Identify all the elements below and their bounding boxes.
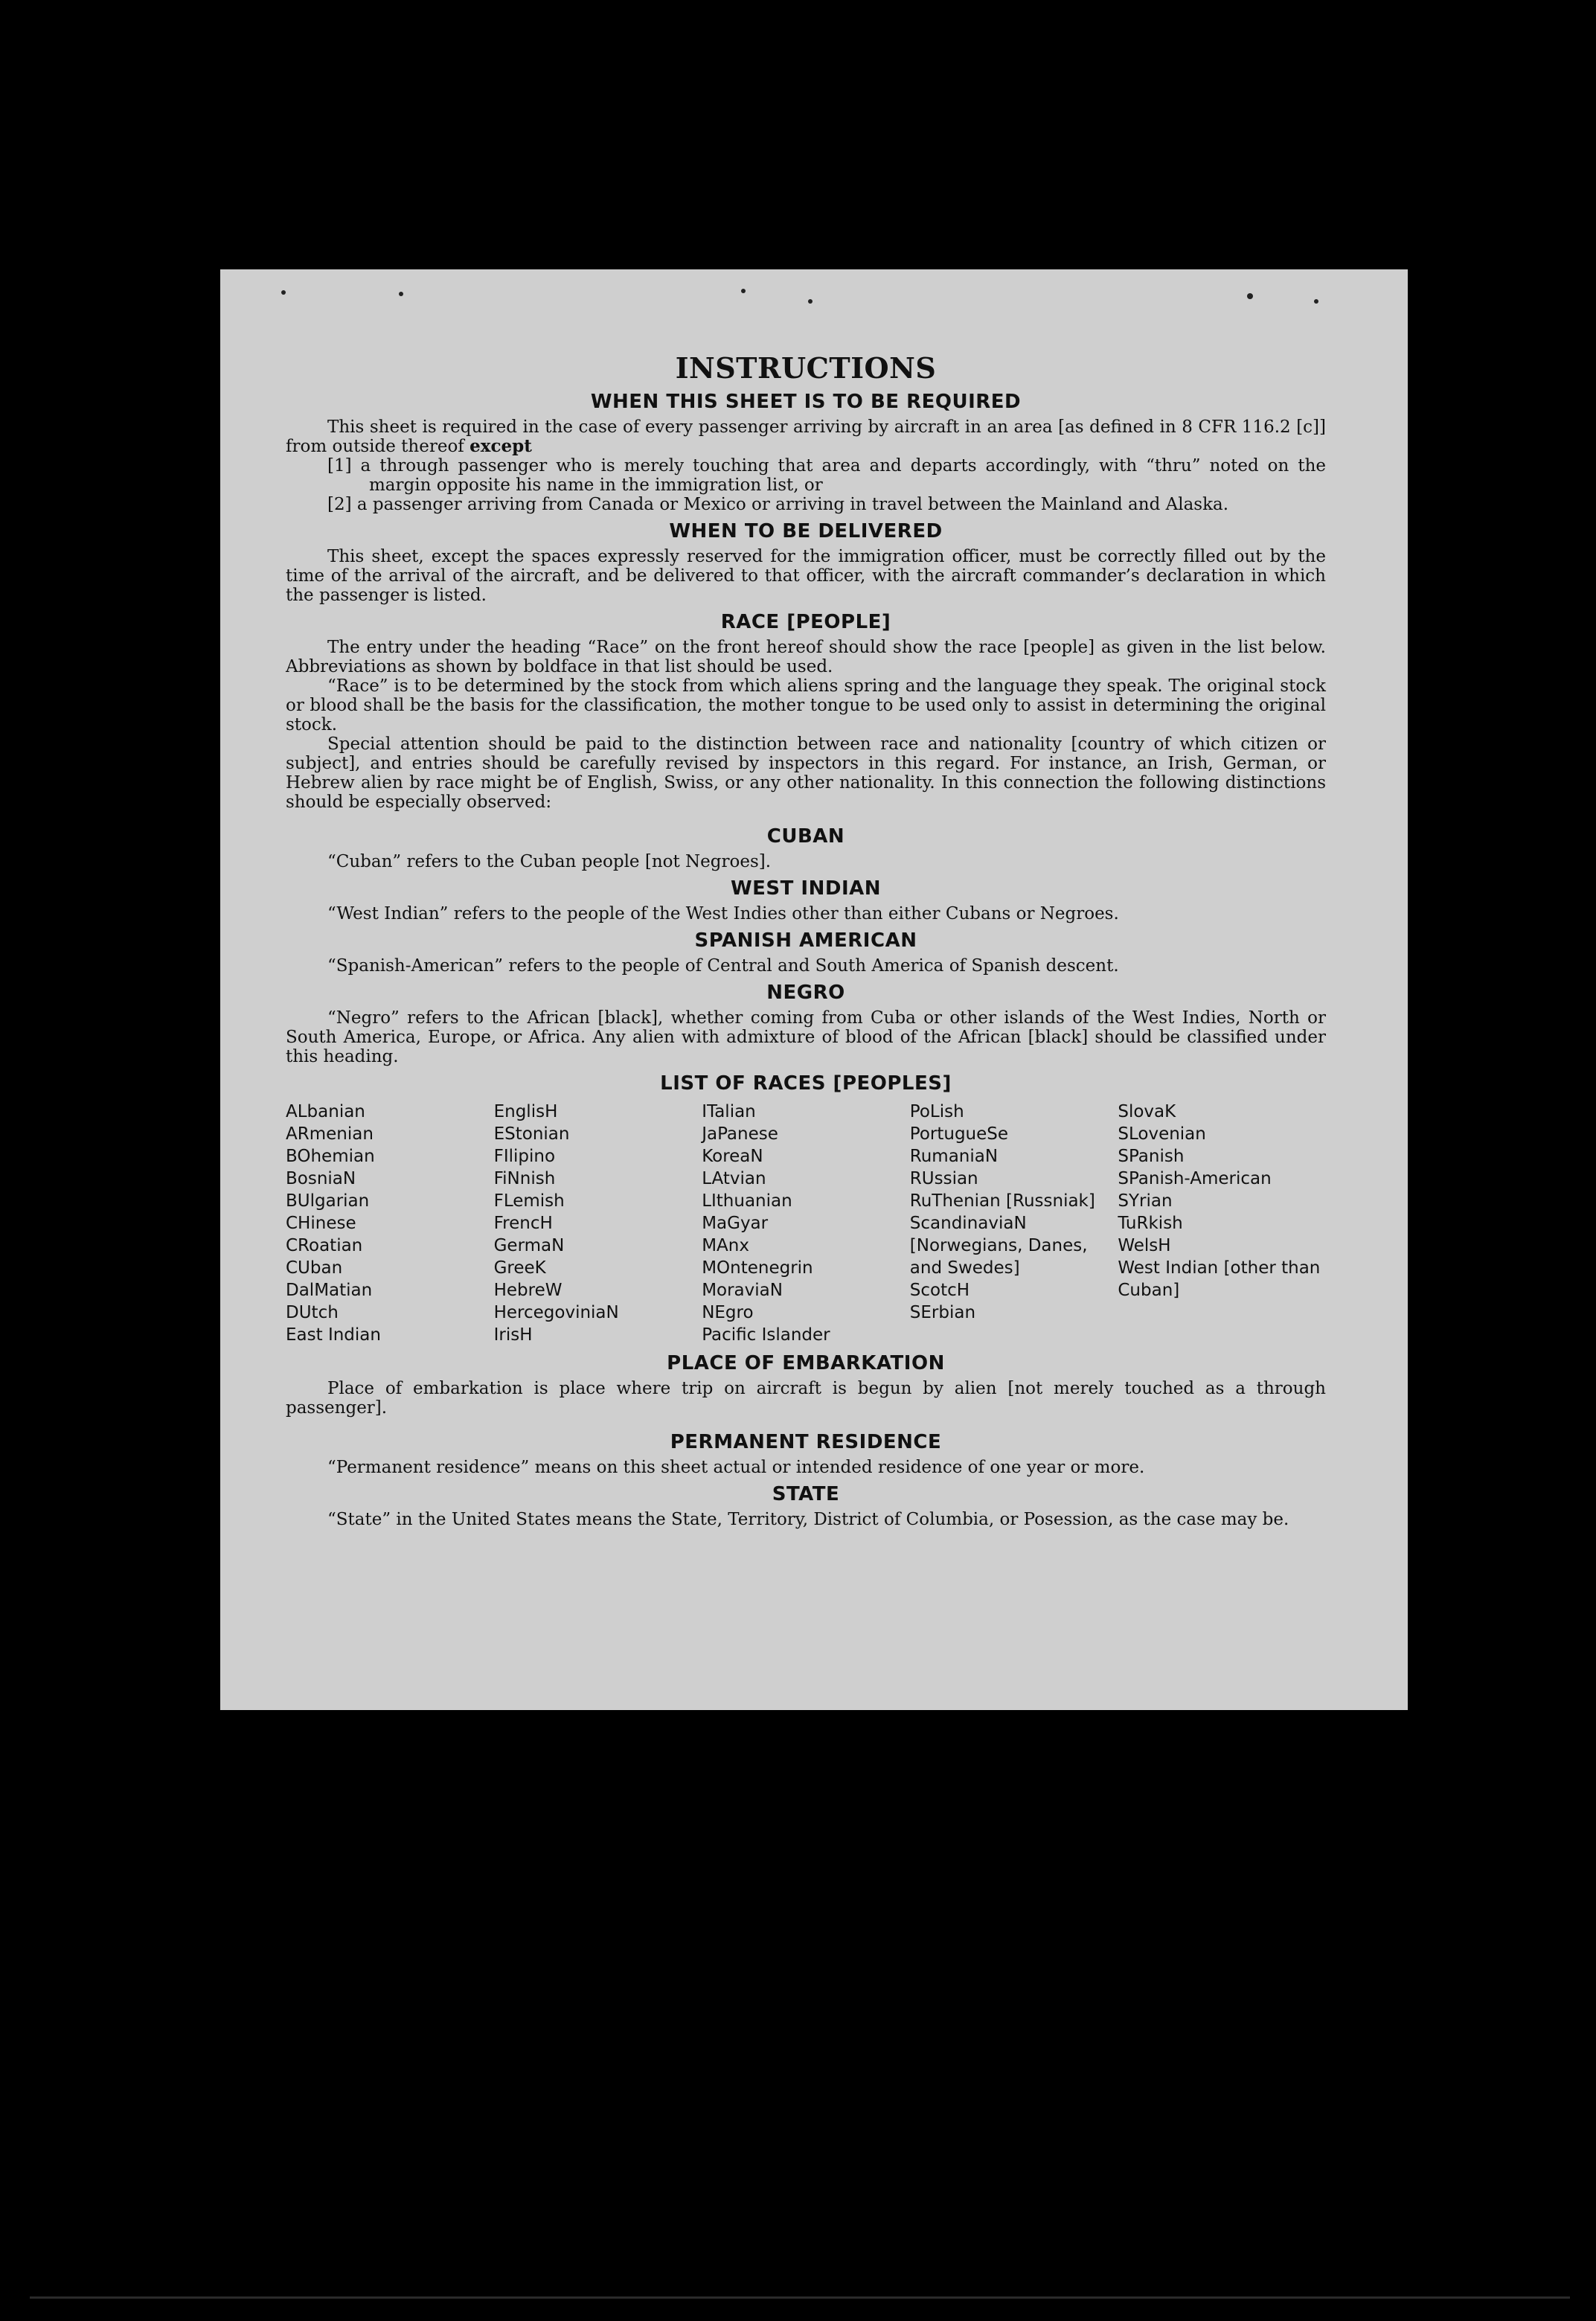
race-item: FrencH <box>493 1214 553 1233</box>
speck-mark <box>1314 299 1318 304</box>
race-item: DalMatian <box>286 1281 373 1300</box>
race-item: Pacific Islander <box>702 1325 830 1345</box>
heading-list-of-races: LIST OF RACES [PEOPLES] <box>660 1072 952 1095</box>
race-item: BOhemian <box>286 1147 375 1166</box>
except-keyword: except <box>469 436 532 456</box>
race-item: SPanish-American <box>1118 1169 1272 1188</box>
race-paragraph-3: Special attention should be paid to the distinction between race and nationality [country of which citizen or subject], and entries should be carefully revised by inspectors in this regard. For instance, an Irish, German, or Hebrew alien by race might be of English, Swiss, or any other nationality. In this connection the following distinctions should be especially observed: <box>286 734 1326 812</box>
speck-mark <box>399 292 403 296</box>
race-item: PortugueSe <box>909 1124 1009 1144</box>
heading-negro: NEGRO <box>766 982 845 1004</box>
document-title: INSTRUCTIONS <box>675 351 937 385</box>
race-paragraph-2: “Race” is to be determined by the stock from which aliens spring and the language they speak. The original stock or blood shall be the basis for the classification, the mother tongue to be used only to assist in determining the original stock. <box>286 676 1326 734</box>
heading-when-delivered: WHEN TO BE DELIVERED <box>669 520 943 542</box>
race-paragraph-1: The entry under the heading “Race” on the front hereof should show the race [people] as given in the list below. Abbreviations as shown by boldface in that list should be used. <box>286 638 1326 676</box>
race-item: FLemish <box>493 1191 565 1211</box>
race-item: LAtvian <box>702 1169 766 1188</box>
speck-mark <box>808 299 813 304</box>
speck-mark <box>281 290 286 295</box>
races-list <box>286 1101 1326 1346</box>
race-item: TuRkish <box>1118 1214 1183 1233</box>
race-item: FiNnish <box>493 1169 556 1188</box>
required-text: This sheet is required in the case of every passenger arriving by aircraft in an area [as defined in 8 CFR 116.2 [c]] from outside thereof <box>286 417 1326 456</box>
race-item: SLovenian <box>1118 1124 1206 1144</box>
residence-paragraph: “Permanent residence” means on this sheet actual or intended residence of one year or more. <box>327 1458 1145 1477</box>
race-item: IrisH <box>493 1325 533 1345</box>
race-item: NEgro <box>702 1303 754 1322</box>
race-item: East Indian <box>286 1325 381 1345</box>
heading-cuban: CUBAN <box>766 825 845 848</box>
race-item: ITalian <box>702 1102 756 1121</box>
race-item: GreeK <box>493 1258 546 1278</box>
race-item: MAnx <box>702 1236 749 1255</box>
race-item: West Indian [other than Cuban] <box>1118 1258 1321 1300</box>
races-column-1 <box>286 1101 494 1346</box>
race-item: BosniaN <box>286 1169 356 1188</box>
cuban-paragraph: “Cuban” refers to the Cuban people [not Negroes]. <box>327 852 772 871</box>
document-sheet <box>220 269 1408 1710</box>
race-item: WelsH <box>1118 1236 1171 1255</box>
embarkation-paragraph: Place of embarkation is place where trip on aircraft is begun by alien [not merely touched as a through passenger]. <box>286 1379 1326 1418</box>
scan-edge-line <box>30 2296 1570 2299</box>
heading-when-required: WHEN THIS SHEET IS TO BE REQUIRED <box>590 391 1022 413</box>
race-item: RUssian <box>909 1169 978 1188</box>
race-item: GermaN <box>493 1236 565 1255</box>
race-item: SErbian <box>909 1303 976 1322</box>
race-item: JaPanese <box>702 1124 778 1144</box>
spanish-american-paragraph: “Spanish-American” refers to the people of Central and South America of Spanish descent. <box>327 956 1119 976</box>
race-item: ARmenian <box>286 1124 374 1144</box>
race-item: LIthuanian <box>702 1191 792 1211</box>
race-item: FIlipino <box>493 1147 556 1166</box>
race-item: CRoatian <box>286 1236 363 1255</box>
race-item: MaGyar <box>702 1214 769 1233</box>
race-item: BUlgarian <box>286 1191 370 1211</box>
speck-mark <box>741 289 746 293</box>
race-item: PoLish <box>909 1102 964 1121</box>
heading-spanish-american: SPANISH AMERICAN <box>694 929 917 952</box>
races-column-3 <box>702 1101 910 1346</box>
state-paragraph: “State” in the United States means the State, Territory, District of Columbia, or Posession, as the case may be. <box>327 1510 1289 1529</box>
negro-paragraph: “Negro” refers to the African [black], whether coming from Cuba or other islands of the West Indies, North or South America, Europe, or Africa. Any alien with admixture of blood of the African [black] should be classified under this heading. <box>286 1008 1326 1066</box>
race-item: CHinese <box>286 1214 356 1233</box>
west-indian-paragraph: “West Indian” refers to the people of the West Indies other than either Cubans or Negroes. <box>327 904 1119 923</box>
speck-mark <box>1247 293 1253 299</box>
race-item: MoraviaN <box>702 1281 783 1300</box>
heading-embarkation: PLACE OF EMBARKATION <box>667 1352 945 1374</box>
race-item: SYrian <box>1118 1191 1173 1211</box>
race-item: CUban <box>286 1258 343 1278</box>
delivered-paragraph: This sheet, except the spaces expressly reserved for the immigration officer, must be correctly filled out by the time of the arrival of the aircraft, and be delivered to that officer, with the aircraft commander’s declaration in which the passenger is listed. <box>286 547 1326 605</box>
race-item: RumaniaN <box>909 1147 999 1166</box>
race-item: EnglisH <box>493 1102 558 1121</box>
race-item: ScandinaviaN [Norwegians, Danes, and Swedes] <box>909 1214 1088 1278</box>
races-column-2 <box>494 1101 702 1346</box>
race-item: DUtch <box>286 1303 339 1322</box>
heading-state: STATE <box>772 1483 840 1505</box>
race-item: EStonian <box>493 1124 570 1144</box>
required-paragraph <box>286 417 1326 456</box>
race-item: ALbanian <box>286 1102 365 1121</box>
races-column-5 <box>1118 1101 1326 1346</box>
race-item: ScotcH <box>909 1281 970 1300</box>
heading-permanent-residence: PERMANENT RESIDENCE <box>670 1431 942 1453</box>
race-item: RuThenian [Russniak] <box>909 1191 1095 1211</box>
races-column-4 <box>910 1101 1118 1346</box>
heading-west-indian: WEST INDIAN <box>730 877 882 900</box>
heading-race: RACE [PEOPLE] <box>720 611 891 633</box>
exception-2: [2] a passenger arriving from Canada or Mexico or arriving in travel between the Mainland and Alaska. <box>327 495 1229 514</box>
race-item: SlovaK <box>1118 1102 1176 1121</box>
race-item: MOntenegrin <box>702 1258 813 1278</box>
race-item: HercegoviniaN <box>493 1303 619 1322</box>
race-item: SPanish <box>1118 1147 1185 1166</box>
race-item: KoreaN <box>702 1147 763 1166</box>
race-item: HebreW <box>493 1281 563 1300</box>
exception-1: [1] a through passenger who is merely touching that area and departs accordingly, with “thru” noted on the margin opposite his name in the immigration list, or <box>327 456 1326 495</box>
